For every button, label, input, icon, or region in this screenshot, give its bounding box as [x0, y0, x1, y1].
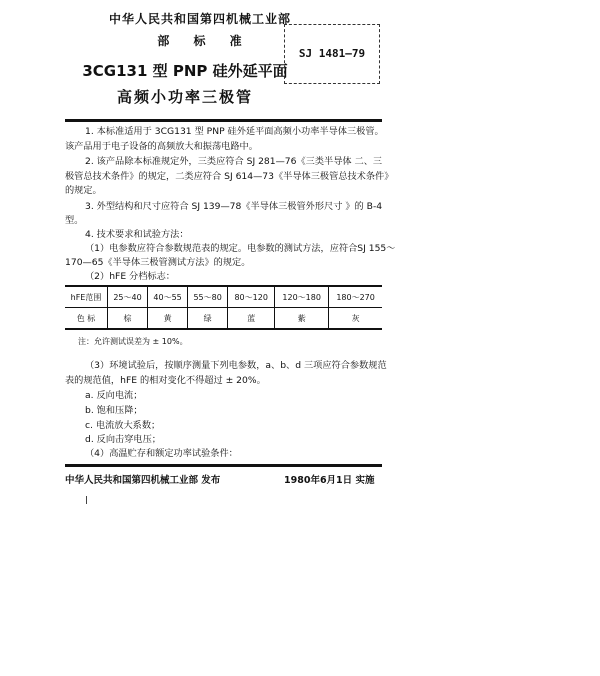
para2-line3: 的规定。	[65, 185, 102, 196]
sub-item-d: d. 反向击穿电压；	[85, 434, 161, 445]
range-cell: 55～80	[188, 286, 228, 308]
item2: （2）hFE 分档标志：	[85, 271, 175, 282]
item3-line2: 表的规范值，hFE 的相对变化不得超过 ± 20%。	[65, 375, 266, 386]
para3-line1: 3. 外型结构和尺寸应符合 SJ 139—78《半导体三极管外形尺寸 》的 B-4	[85, 201, 383, 212]
range-cell: 40～55	[148, 286, 188, 308]
table-row-header: hFE范围	[65, 286, 108, 308]
range-cell: 25～40	[108, 286, 148, 308]
top-rule	[65, 119, 382, 122]
para2-line1: 2. 该产品除本标准规定外，三类应符合 SJ 281—76《三类半导体 二、三	[85, 156, 383, 167]
stray-mark	[86, 496, 87, 504]
table-row	[65, 286, 382, 308]
para1-line2: 该产品用于电子设备的高频放大和振荡电路中。	[65, 141, 258, 152]
para2-line2: 极管总技术条件》的规定，二类应符合 SJ 614—73《半导体三极管总技术条件》	[65, 171, 394, 182]
item3-line1: （3）环境试验后，按顺序测量下列电参数，a、b、d 三项应符合参数规范	[85, 360, 387, 371]
para4: 4. 技术要求和试验方法：	[85, 229, 189, 240]
sub-item-a: a. 反向电流；	[85, 390, 143, 401]
sub-item-b: b. 饱和压降；	[85, 405, 143, 416]
document-title-line2: 高频小功率三极管	[116, 88, 253, 106]
standard-label: 部 标 准	[157, 34, 243, 48]
sub-item-c: c. 电流放大系数；	[85, 420, 161, 431]
hfe-grading-table	[65, 285, 382, 330]
ministry-name: 中华人民共和国第四机械工业部	[108, 12, 291, 26]
item4: （4）高温贮存和额定功率试验条件：	[85, 448, 238, 459]
range-cell: 80～120	[228, 286, 275, 308]
item1-line1: （1）电参数应符合参数规范表的规定。电参数的测试方法，应符合SJ 155～	[85, 243, 396, 254]
bottom-rule	[65, 464, 382, 467]
table-row	[65, 308, 382, 330]
range-cell: 120～180	[275, 286, 329, 308]
issuer-line: 中华人民共和国第四机械工业部 发布	[65, 475, 221, 486]
para1-line1: 1. 本标准适用于 3CG131 型 PNP 硅外延平面高频小功率半导体三极管。	[85, 126, 384, 137]
effective-date: 1980年6月1日 实施	[284, 475, 375, 486]
para3-line2: 型。	[65, 215, 84, 226]
color-cell: 黄	[148, 308, 188, 330]
document-title-line1: 3CG131 型 PNP 硅外延平面	[82, 62, 288, 80]
color-cell: 紫	[275, 308, 329, 330]
color-cell: 绿	[188, 308, 228, 330]
table-note: 注：允许测试误差为 ± 10%。	[78, 337, 188, 346]
standard-number: SJ 1481—79	[298, 47, 366, 60]
item1-line2: 170—65《半导体三极管测试方法》的规定。	[65, 257, 251, 268]
color-cell: 蓝	[228, 308, 275, 330]
standard-number-box	[284, 24, 380, 84]
range-cell: 180～270	[329, 286, 382, 308]
table-row-header: 色 标	[65, 308, 108, 330]
color-cell: 棕	[108, 308, 148, 330]
color-cell: 灰	[329, 308, 382, 330]
